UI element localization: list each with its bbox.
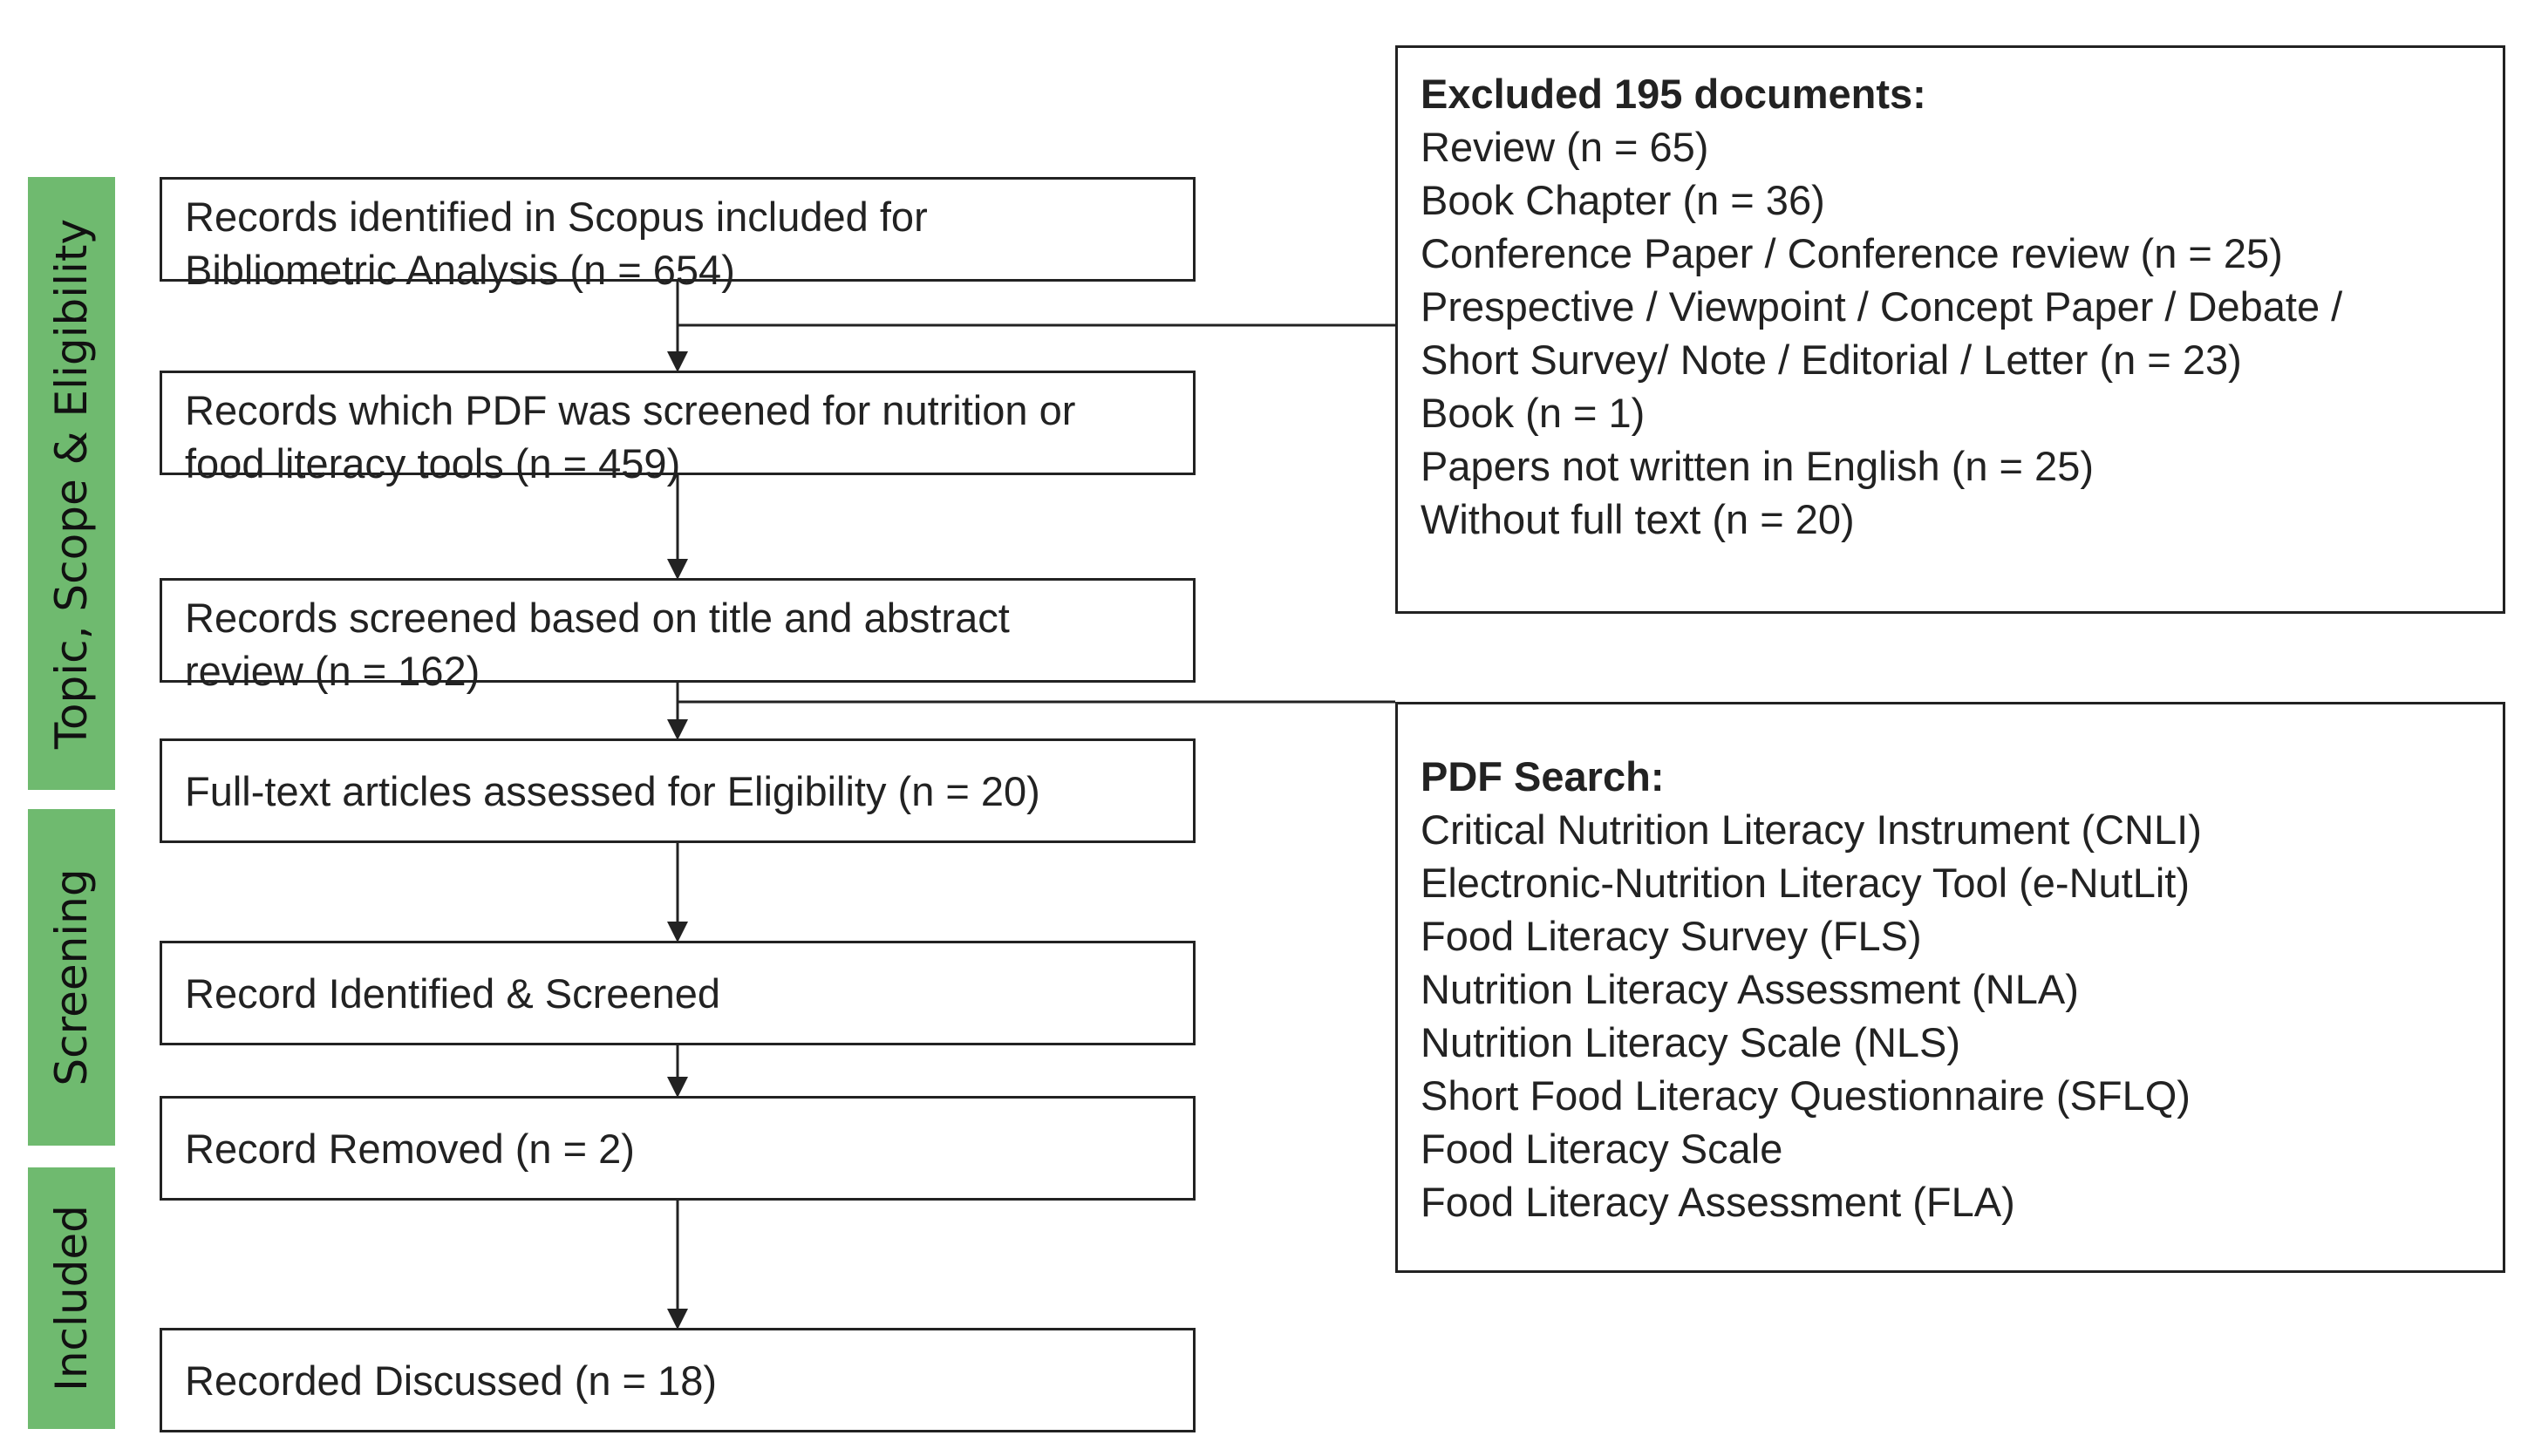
pdf-search-item: Food Literacy Assessment (FLA) [1421, 1179, 2015, 1225]
flow-box-identified-screened [160, 941, 1196, 1045]
flow-box-text: Record Removed (n = 2) [185, 1125, 635, 1172]
excluded-item: Papers not written in English (n = 25) [1421, 443, 2094, 489]
pdf-search-item: Food Literacy Scale [1421, 1126, 1783, 1172]
excluded-item: Review (n = 65) [1421, 124, 1709, 170]
flow-box-text: Record Identified & Screened [185, 970, 720, 1017]
flow-box-line: Records identified in Scopus included for [185, 194, 928, 240]
pdf-search-item: Critical Nutrition Literacy Instrument (CNLI) [1421, 806, 2202, 853]
excluded-item: Conference Paper / Conference review (n = 25) [1421, 230, 2283, 276]
excluded-item: Without full text (n = 20) [1421, 496, 1855, 542]
excluded-box [1395, 45, 2505, 614]
pdf-search-item: Electronic-Nutrition Literacy Tool (e-NutLit) [1421, 860, 2191, 906]
pdf-search-item: Nutrition Literacy Assessment (NLA) [1421, 966, 2079, 1012]
pdf-search-heading: PDF Search: [1421, 753, 1665, 799]
flow-box-pdf-screened [160, 371, 1196, 486]
flow-box-line: Bibliometric Analysis (n = 654) [185, 247, 735, 293]
pdf-search-item: Short Food Literacy Questionnaire (SFLQ) [1421, 1072, 2191, 1119]
excluded-heading: Excluded 195 documents: [1421, 71, 1926, 117]
pdf-search-item: Food Literacy Survey (FLS) [1421, 913, 1922, 959]
flow-box-eligibility [160, 738, 1196, 843]
stage-label-text: Included [46, 1205, 97, 1391]
flow-box-line: Records screened based on title and abstract [185, 595, 1010, 641]
stage-label-text: Topic, Scope & Eligibility [46, 218, 97, 749]
flow-box-line: food literacy tools (n = 459) [185, 440, 681, 486]
stage-label-text: Screening [46, 868, 97, 1086]
excluded-item: Short Survey/ Note / Editorial / Letter (n = 23) [1421, 337, 2242, 383]
excluded-item: Book (n = 1) [1421, 390, 1646, 436]
pdf-search-box [1395, 702, 2505, 1273]
flow-box-line: review (n = 162) [185, 648, 480, 694]
flow-box-removed [160, 1096, 1196, 1201]
flow-box-discussed [160, 1328, 1196, 1432]
flow-box-line: Records which PDF was screened for nutrition or [185, 387, 1076, 433]
excluded-item: Book Chapter (n = 36) [1421, 177, 1825, 223]
pdf-search-item: Nutrition Literacy Scale (NLS) [1421, 1019, 1961, 1065]
flow-box-text: Recorded Discussed (n = 18) [185, 1357, 717, 1404]
flow-box-text: Full-text articles assessed for Eligibility (n = 20) [185, 767, 1040, 814]
excluded-item: Prespective / Viewpoint / Concept Paper / Debate / [1421, 283, 2343, 330]
flow-box-identified [160, 177, 1196, 293]
flow-box-title-abstract [160, 578, 1196, 694]
